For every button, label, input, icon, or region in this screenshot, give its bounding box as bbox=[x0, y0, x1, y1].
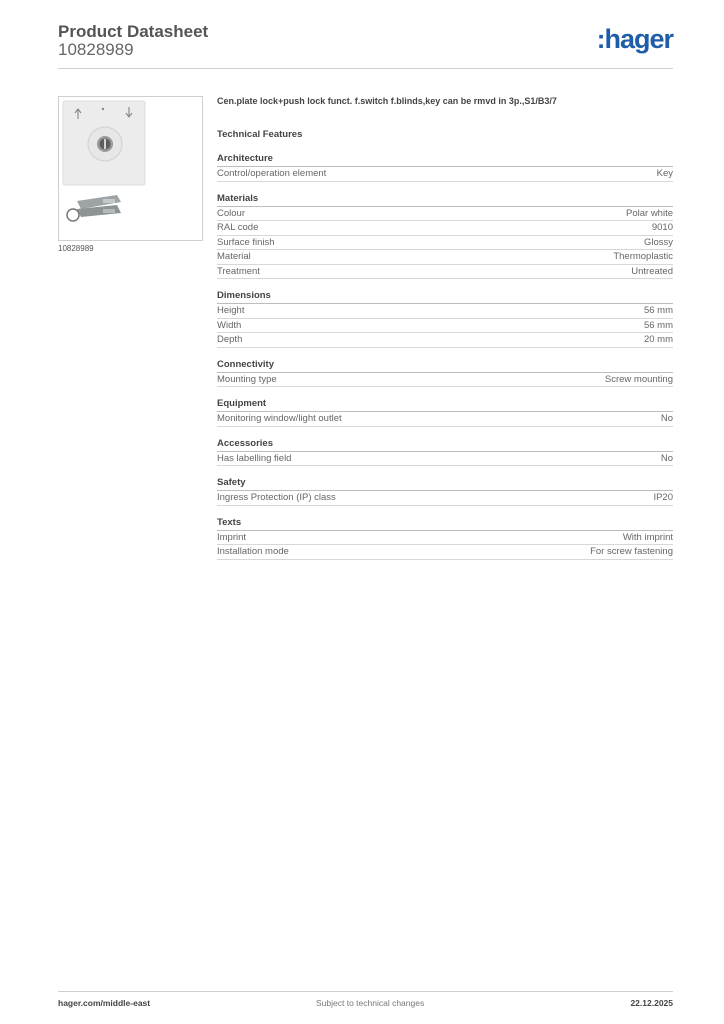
document-title: Product Datasheet bbox=[58, 22, 209, 41]
group-accessories bbox=[217, 437, 673, 467]
group-title: Safety bbox=[217, 476, 673, 491]
technical-content bbox=[217, 92, 673, 560]
table-row: Surface finish Glossy bbox=[217, 236, 673, 251]
group-texts bbox=[217, 516, 673, 560]
group-title: Materials bbox=[217, 192, 673, 207]
table-row: Mounting type Screw mounting bbox=[217, 373, 673, 388]
table-row: Imprint With imprint bbox=[217, 531, 673, 546]
keys-icon bbox=[67, 195, 121, 221]
table-row: Treatment Untreated bbox=[217, 265, 673, 280]
table-row: Width 56 mm bbox=[217, 319, 673, 334]
image-caption: 10828989 bbox=[58, 244, 94, 253]
group-title: Architecture bbox=[217, 152, 673, 167]
group-connectivity bbox=[217, 358, 673, 388]
group-dimensions bbox=[217, 289, 673, 348]
table-row: Colour Polar white bbox=[217, 207, 673, 222]
product-image-graphic bbox=[59, 97, 202, 240]
table-row: Depth 20 mm bbox=[217, 333, 673, 348]
group-architecture bbox=[217, 152, 673, 182]
group-materials bbox=[217, 192, 673, 280]
table-row: Height 56 mm bbox=[217, 304, 673, 319]
product-image bbox=[58, 96, 203, 241]
page-header bbox=[58, 20, 673, 70]
footer-notice: Subject to technical changes bbox=[316, 998, 425, 1008]
footer-date: 22.12.2025 bbox=[630, 998, 673, 1008]
footer-website-link[interactable]: hager.com/middle-east bbox=[58, 998, 151, 1008]
group-title: Dimensions bbox=[217, 289, 673, 304]
group-title: Equipment bbox=[217, 397, 673, 412]
dot-icon bbox=[102, 108, 104, 110]
hager-logo: :hager bbox=[596, 24, 673, 54]
header-divider bbox=[58, 68, 673, 69]
group-title: Connectivity bbox=[217, 358, 673, 373]
footer-divider bbox=[58, 991, 673, 992]
table-row: Monitoring window/light outlet No bbox=[217, 412, 673, 427]
product-number: 10828989 bbox=[58, 40, 134, 59]
group-title: Texts bbox=[217, 516, 673, 531]
section-title: Technical Features bbox=[217, 129, 303, 140]
table-row: Has labelling field No bbox=[217, 452, 673, 467]
table-row: Material Thermoplastic bbox=[217, 250, 673, 265]
table-row: RAL code 9010 bbox=[217, 221, 673, 236]
table-row: Control/operation element Key bbox=[217, 167, 673, 182]
product-description: Cen.plate lock+push lock funct. f.switch f.blinds,key can be rmvd in 3p.,S1/B3/7 bbox=[217, 96, 557, 106]
group-safety bbox=[217, 476, 673, 506]
table-row: Ingress Protection (IP) class IP20 bbox=[217, 491, 673, 506]
group-title: Accessories bbox=[217, 437, 673, 452]
group-equipment bbox=[217, 397, 673, 427]
table-row: Installation mode For screw fastening bbox=[217, 545, 673, 560]
